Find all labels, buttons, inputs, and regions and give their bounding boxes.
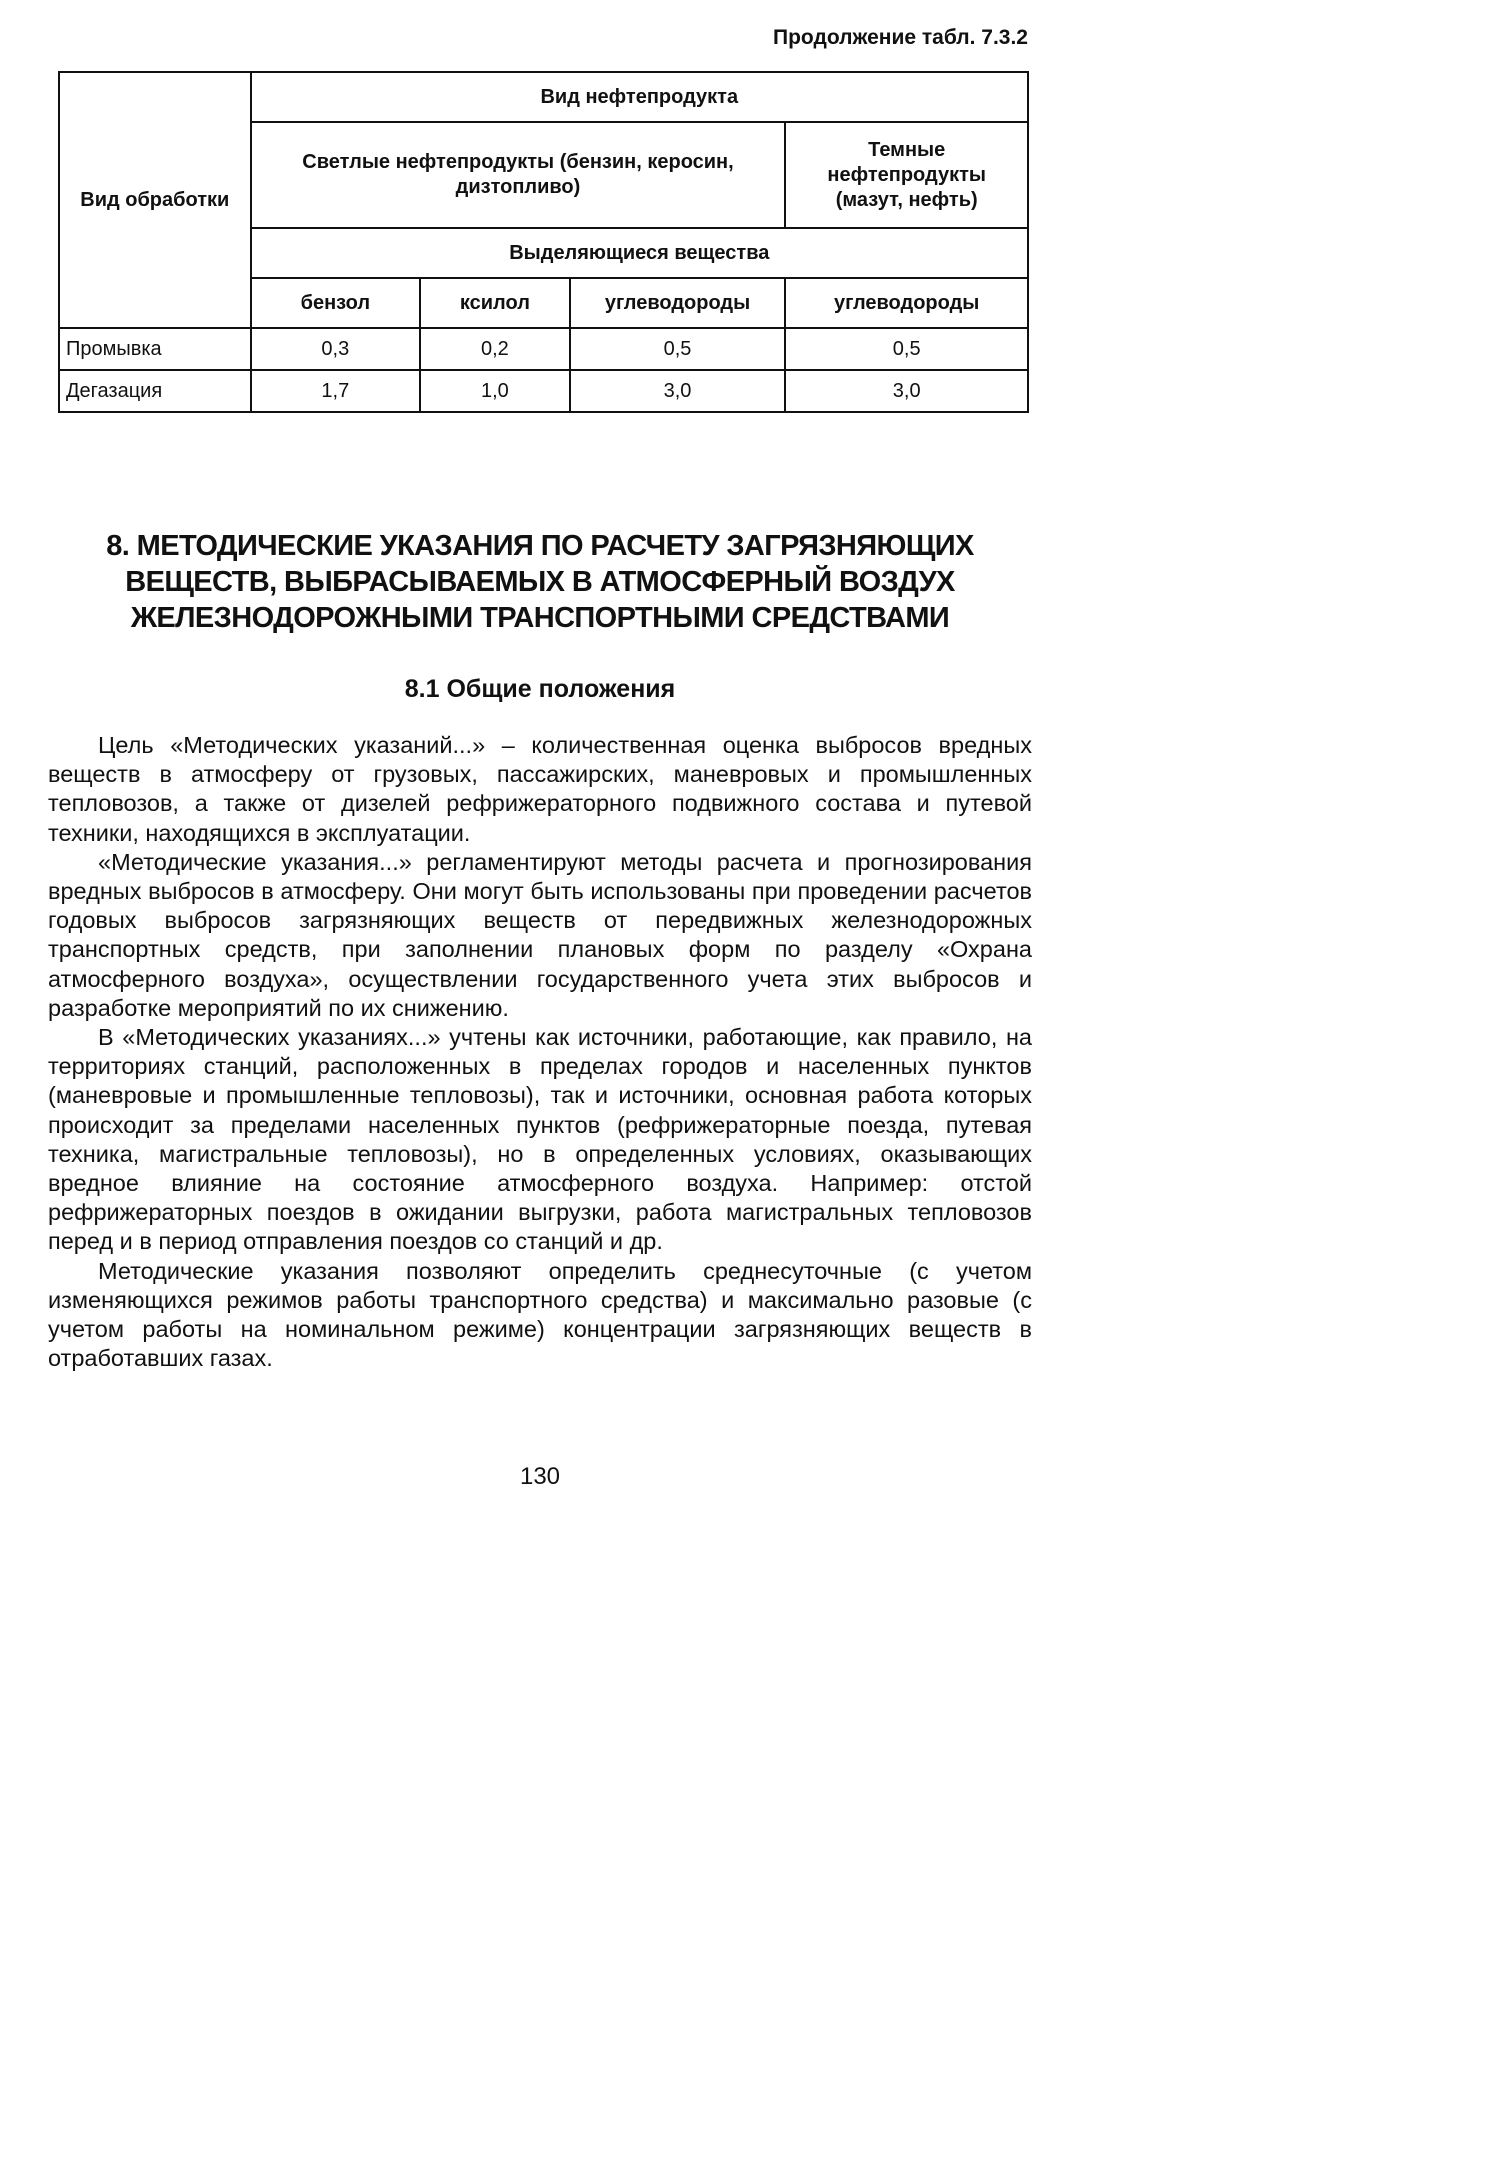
table-cell: 1,0	[420, 370, 570, 412]
column-header: ксилол	[420, 278, 570, 328]
table-cell: 3,0	[785, 370, 1028, 412]
table-row	[59, 370, 1028, 412]
header-light-products: Светлые нефтепродукты (бензин, керосин, дизтопливо)	[251, 122, 786, 228]
column-header: углеводороды	[570, 278, 786, 328]
row-header-treatment: Вид обработки	[59, 72, 251, 328]
paragraph: Цель «Методических указаний...» – количественная оценка выбросов вредных веществ в атмосферу от грузовых, пассажирских, маневровых и промышленных тепловозов, а также от дизелей рефрижераторного подвижного состава и путевой техники, находящихся в эксплуатации.	[48, 732, 1032, 846]
section-title-line: ЖЕЛЕЗНОДОРОЖНЫМИ ТРАНСПОРТНЫМИ СРЕДСТВАМИ	[130, 602, 950, 634]
section-title	[0, 528, 1080, 636]
table-cell: 0,5	[570, 328, 786, 370]
table-row-label: Дегазация	[59, 370, 251, 412]
section-title-line: ВЕЩЕСТВ, ВЫБРАСЫВАЕМЫХ В АТМОСФЕРНЫЙ ВОЗДУХ	[125, 566, 955, 598]
paragraph: В «Методических указаниях...» учтены как источники, работающие, как правило, на территориях станций, расположенных в пределах городов и населенных пунктов (маневровые и промышленные тепловозы), так и источники, основная работа которых происходит за пределами населенных пунктов (рефрижераторные поезда, путевая техника, магистральные тепловозы), но в определенных условиях, оказывающих вредное влияние на состояние атмосферного воздуха. Например: отстой рефрижераторных поездов в ожидании выгрузки, работа магистральных тепловозов перед и в период отправления поездов со станций и др.	[48, 1024, 1032, 1255]
paragraph: «Методические указания...» регламентируют методы расчета и прогнозирования вредных выбросов в атмосферу. Они могут быть использованы при проведении расчетов годовых выбросов загрязняющих веществ от передвижных железнодорожных транспортных средств, при заполнении плановых форм по разделу «Охрана атмосферного воздуха», осуществлении государственного учета этих выбросов и разработке мероприятий по их снижению.	[48, 848, 1032, 1021]
table-cell: 0,5	[785, 328, 1028, 370]
column-header: углеводороды	[785, 278, 1028, 328]
section-title-line: 8. МЕТОДИЧЕСКИЕ УКАЗАНИЯ ПО РАСЧЕТУ ЗАГРЯЗНЯЮЩИХ	[106, 530, 974, 562]
table-continuation-label: Продолжение табл. 7.3.2	[773, 26, 1028, 49]
header-product-type: Вид нефтепродукта	[251, 72, 1028, 122]
body-text	[48, 731, 1032, 1373]
page-number: 130	[519, 1463, 561, 1490]
table-cell: 1,7	[251, 370, 421, 412]
table-cell: 0,3	[251, 328, 421, 370]
table-row	[59, 328, 1028, 370]
table-row-label: Промывка	[59, 328, 251, 370]
subsection-title: 8.1 Общие положения	[404, 675, 676, 703]
emissions-table	[58, 71, 1029, 413]
paragraph: Методические указания позволяют определить среднесуточные (с учетом изменяющихся режимов работы транспортного средства) и максимально разовые (с учетом работы на номинальном режиме) концентрации загрязняющих веществ в отработавших газах.	[48, 1257, 1032, 1372]
header-dark-products: Темные нефтепродукты (мазут, нефть)	[785, 122, 1028, 228]
column-header: бензол	[251, 278, 421, 328]
table-cell: 0,2	[420, 328, 570, 370]
header-emitted-substances: Выделяющиеся вещества	[251, 228, 1028, 278]
table-cell: 3,0	[570, 370, 786, 412]
